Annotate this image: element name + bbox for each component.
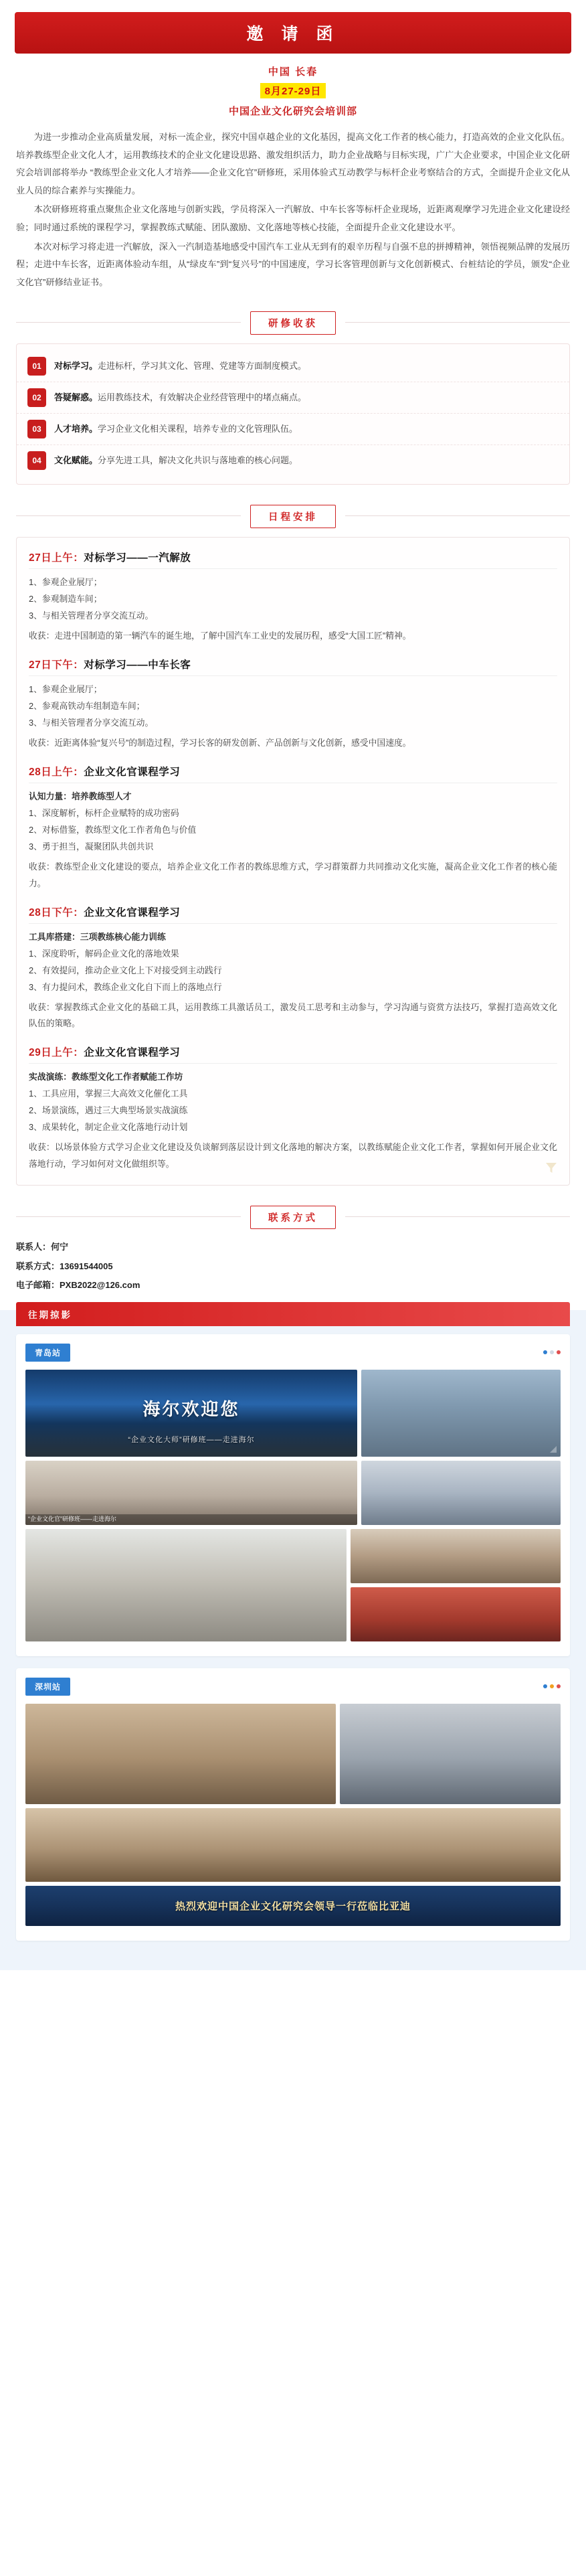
section-pill [241,311,345,335]
watermark-icon [544,1160,559,1178]
intro-paragraph-1: 为进一步推动企业高质量发展，对标一流企业，探究中国卓越企业的文化基因，提高文化工作者的核心能力，打造高效的企业文化队伍。培养教练型企业文化人才，运用教练技术的企业文化建设思路、激发组织活力，助力企业战略与目标实现，广广大企业要求，中国企业文化研究会培训部将举办 “教练型企业文化人才培养——企业文化官”研修班，采用体验式互动教学与标杆企业考察结合的方式，全面提升企业文化从业人员的综合素养与实操能力。 [16,132,570,195]
schedule-summary: 收获：教练型企业文化建设的要点，培养企业文化工作者的教练思维方式，学习群策群力共同推动文化实施，凝高企业文化工作者的核心能力。 [29,861,557,888]
contact-email-label: 电子邮箱： [16,1280,60,1291]
schedule-item: 2、参观制造车间； [29,594,102,605]
schedule-item: 2、场景演练，遇过三大典型场景实战演练 [29,1105,188,1116]
section-title-contact: 联系方式 [250,1206,336,1229]
schedule-subtitle: 工具库搭建：三项教练核心能力训练 [29,931,166,942]
schedule-day-body: 对标学习——一汽解放 [84,552,191,564]
event-dates: 8月27-29日 [260,83,326,98]
schedule-day-date: 28日上午： [29,766,84,778]
harvest-list [16,343,570,485]
dot-3-icon[interactable] [557,1350,561,1354]
schedule-day-title [29,904,557,924]
photo-hero-subtext: “企业文化大师”研修班——走进海尔 [128,1435,255,1444]
schedule-day-body: 企业文化官课程学习 [84,766,181,778]
photo-card-qingdao [16,1334,570,1656]
dot-3-icon[interactable] [557,1684,561,1688]
item-text [54,357,306,374]
schedule-item: 1、工具应用，掌握三大高效文化催化工具 [29,1089,188,1099]
item-body: 学习企业文化相关课程，培养专业的文化管理队伍。 [98,424,298,434]
schedule-day-date: 27日下午： [29,659,84,671]
contact-phone-label: 联系方式： [16,1261,60,1271]
invitation-page [0,12,586,1970]
schedule-item: 3、与相关管理者分享交流互动。 [29,611,154,621]
photo-workshop[interactable] [351,1587,561,1641]
schedule-subtitle: 认知力量：培养教练型人才 [29,791,132,801]
contact-email-value[interactable]: PXB2022@126.com [60,1280,140,1291]
meta-block [0,64,586,118]
schedule-item: 1、参观企业展厅； [29,577,102,588]
contact-name-row [16,1238,570,1257]
schedule-item: 3、与相关管理者分享交流互动。 [29,718,154,728]
schedule-day-date: 27日上午： [29,552,84,564]
item-body: 分享先进工具，解决文化共识与落地难的核心问题。 [98,455,298,466]
list-item [17,445,569,476]
photo-section-title: 往期掠影 [16,1302,570,1326]
photo-banner-text: 热烈欢迎中国企业文化研究会领导一行莅临比亚迪 [175,1901,411,1913]
item-bold: 人才培养。 [54,424,98,434]
schedule-summary: 收获：掌握教练式企业文化的基础工具，运用教练工具激话员工，激发员工思考和主动参与，学习沟通与资赏方法技巧，掌握打造高效文化队伍的策略。 [29,1001,557,1029]
contact-phone-row [16,1257,570,1277]
item-number: 04 [27,451,46,470]
section-header-schedule [0,505,586,528]
page-title: 邀 请 函 [246,25,340,44]
photo-row-2 [25,1808,561,1882]
list-item [17,382,569,413]
schedule-day-date: 28日下午： [29,906,84,918]
schedule-summary: 收获：以场景体验方式学习企业文化建设及负谈解到落层设计到文化落地的解决方案，以教练赋能企业文化工作者，掌握如何开展企业文化落地行动，学习如何对文化做组织等。 [29,1142,557,1170]
photo-hero-text: 海尔欢迎您 [142,1398,240,1419]
corner-marker-icon [550,1446,557,1453]
photo-row-3 [25,1529,561,1641]
photo-gallery-section [0,1310,586,1970]
contact-name-label: 联系人： [16,1242,52,1253]
dot-1-icon[interactable] [543,1684,547,1688]
contact-name-value: 何宁 [51,1242,69,1253]
photo-row-3 [25,1886,561,1926]
dot-1-icon[interactable] [543,1350,547,1354]
photo-row-2 [25,1461,561,1525]
schedule-summary: 收获：走进中国制造的第一辆汽车的诞生地，了解中国汽车工业史的发展历程，感受“大国工匠”精神。 [29,631,411,641]
schedule-day-body: 企业文化官课程学习 [84,906,181,918]
schedule-item: 2、有效提问，推动企业文化上下对接受到主动践行 [29,965,222,975]
item-text [54,451,298,469]
photo-card-shenzhen [16,1668,570,1941]
pagination-dots[interactable] [543,1350,561,1354]
schedule-item: 3、勇于担当，凝聚团队共创共识 [29,841,154,852]
pagination-dots[interactable] [543,1684,561,1688]
photo-column-right [351,1529,561,1641]
photo-group-1[interactable] [25,1461,357,1525]
station-tag-qingdao: 青岛站 [25,1344,70,1362]
list-item [17,351,569,382]
schedule-item: 1、深度解析，标杆企业赋特的成功密码 [29,807,179,818]
event-organizer: 中国企业文化研究会培训部 [228,106,357,117]
contact-block [16,1238,570,1295]
item-number: 02 [27,388,46,407]
item-body: 走进标杆，学习其文化、管理、党建等方面制度模式。 [98,361,307,372]
intro-paragraph-3: 本次对标学习将走进一汽解放，深入一汽制造基地感受中国汽车工业从无到有的艰辛历程与自强不息的拼搏精神，领悟视频品牌的发展历程；走进中车长客，近距离体验动车组，从“绿皮车”到“复兴号”的中国速度，学习长客管理创新与文化创新模式、台桩结论的学员，颁发“企业文化官”研修结业证书。 [16,241,570,287]
item-number: 01 [27,357,46,376]
intro-text [16,129,570,291]
section-header-harvest [0,311,586,334]
list-item [17,413,569,445]
schedule-item: 2、对标借鉴，教练型文化工作者角色与价值 [29,824,197,835]
card-header [25,1344,561,1362]
station-tag-shenzhen: 深圳站 [25,1678,70,1696]
schedule-day-title [29,764,557,783]
photo-group-2[interactable] [361,1461,561,1525]
schedule-item: 3、有力提问术，教练企业文化自下而上的落地点行 [29,981,222,992]
section-pill [241,1206,345,1229]
dot-2-icon[interactable] [550,1350,554,1354]
section-header-contact [0,1206,586,1228]
photo-caption: “企业文化官”研修班——走进海尔 [25,1514,357,1525]
schedule-subtitle: 实战演练：教练型文化工作者赋能工作坊 [29,1072,183,1082]
item-bold: 文化赋能。 [54,455,98,466]
photo-row-1 [25,1704,561,1804]
photo-sz-roundtable[interactable] [25,1704,336,1804]
schedule-day-title [29,657,557,676]
schedule-day-title [29,550,557,569]
schedule-item: 2、参观高铁动车组制造车间； [29,701,145,712]
card-header [25,1678,561,1696]
section-pill [241,505,345,528]
section-title-harvest: 研修收获 [250,311,336,335]
schedule-summary: 收获：近距离体验“复兴号”的制造过程，学习长客的研发创新、产品创新与文化创新，感受中国速度。 [29,738,411,748]
schedule-item: 3、成果转化，制定企业文化落地行动计划 [29,1122,188,1133]
photo-sz-banner[interactable] [25,1886,561,1926]
photo-classroom[interactable] [25,1529,347,1641]
photo-haier-welcome[interactable] [25,1370,357,1457]
photo-discussion[interactable] [351,1529,561,1583]
contact-phone-value[interactable]: 13691544005 [60,1261,113,1271]
item-text [54,420,298,437]
schedule-item: 1、深度聆听，解码企业文化的落地效果 [29,948,179,959]
photo-sz-seminar[interactable] [340,1704,561,1804]
schedule-day-body: 企业文化官课程学习 [84,1047,181,1059]
section-title-schedule: 日程安排 [250,505,336,528]
schedule-day-date: 29日上午： [29,1047,84,1059]
item-bold: 对标学习。 [54,361,98,372]
item-body: 运用教练技术，有效解决企业经营管理中的堵点痛点。 [98,392,307,403]
schedule-item: 1、参观企业展厅； [29,684,102,695]
photo-row-1 [25,1370,561,1457]
item-text [54,388,306,406]
dot-2-icon[interactable] [550,1684,554,1688]
contact-email-row [16,1276,570,1295]
title-banner [15,12,571,54]
photo-plant-exterior[interactable] [361,1370,561,1457]
schedule-block [16,537,570,1186]
schedule-day-title [29,1044,557,1064]
intro-paragraph-2: 本次研修班将重点聚焦企业文化落地与创新实践，学员将深入一汽解放、中车长客等标杆企业现场，近距离观摩学习先进企业文化建设经验；同时通过系统的课程学习，掌握教练式赋能、团队激励、文化落地等核心技能，全面提升企业文化建设水平。 [16,204,570,232]
item-number: 03 [27,420,46,438]
schedule-day-body: 对标学习——中车长客 [84,659,191,671]
event-location: 中国 长春 [268,66,318,78]
item-bold: 答疑解惑。 [54,392,98,403]
photo-sz-group[interactable] [25,1808,561,1882]
